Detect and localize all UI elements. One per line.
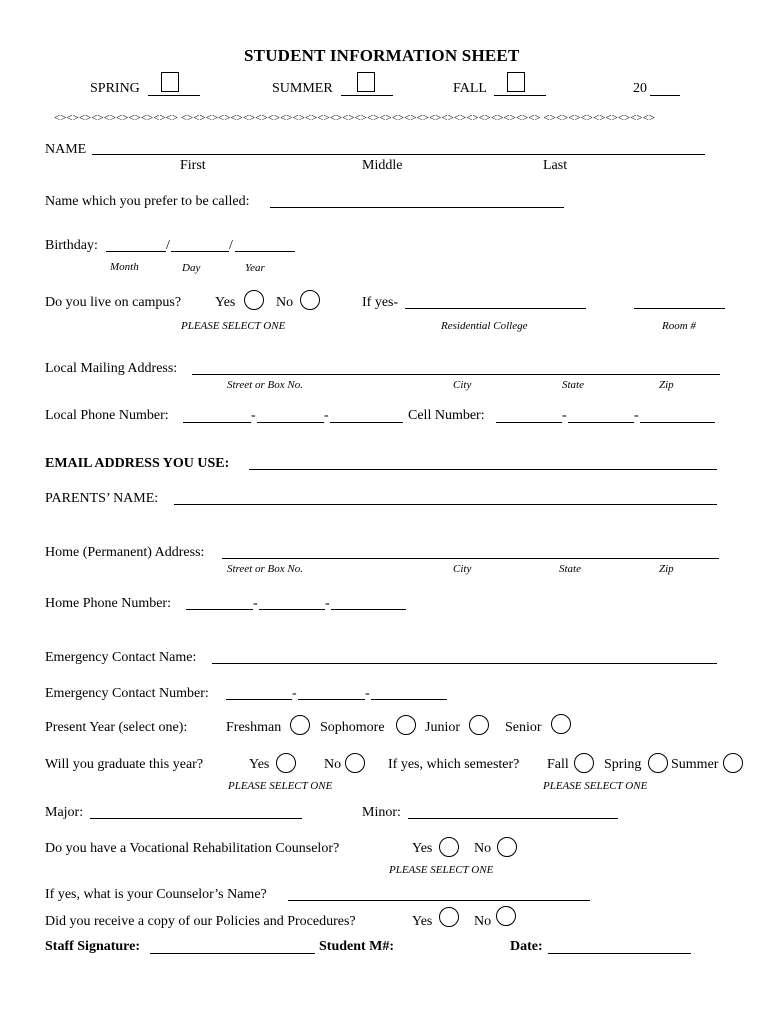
separator: <><><><><><><><><><> <><><><><><><><><><><><><><><><><><><><><><><><><><><><><> <><><><><><><><><> [54, 112, 656, 124]
graduate-no-radio[interactable] [345, 753, 365, 773]
home-zip-caption: Zip [659, 563, 674, 575]
spring-checkbox[interactable] [161, 72, 179, 92]
present-year-label: Present Year (select one): [45, 720, 188, 735]
freshman-label: Freshman [226, 720, 282, 735]
graduate-label: Will you graduate this year? [45, 757, 204, 772]
summer-line [341, 95, 393, 96]
graduate-hint: PLEASE SELECT ONE [228, 780, 333, 792]
form-title: STUDENT INFORMATION SHEET [244, 46, 520, 65]
local-phone-label: Local Phone Number: [45, 408, 169, 423]
cell-dash-1: - [562, 408, 567, 423]
cell-dash-2: - [634, 408, 639, 423]
policies-no-radio[interactable] [496, 906, 516, 926]
home-address-field[interactable] [222, 558, 719, 559]
emergency-name-label: Emergency Contact Name: [45, 650, 197, 665]
graduate-yes-radio[interactable] [276, 753, 296, 773]
campus-hint: PLEASE SELECT ONE [181, 320, 286, 332]
cell-field-3[interactable] [640, 422, 715, 423]
voc-rehab-yes-label: Yes [412, 841, 433, 856]
local-phone-field-2[interactable] [257, 422, 324, 423]
birthday-slash-2: / [229, 238, 233, 253]
emergency-number-field-2[interactable] [298, 699, 365, 700]
semester-spring-radio[interactable] [648, 753, 668, 773]
major-field[interactable] [90, 818, 302, 819]
graduate-yes-label: Yes [249, 757, 270, 772]
year-field[interactable] [650, 95, 680, 96]
birthday-month-field[interactable] [106, 251, 166, 252]
home-phone-dash-2: - [325, 596, 330, 611]
campus-label: Do you live on campus? [45, 295, 182, 310]
preferred-name-label: Name which you prefer to be called: [45, 194, 250, 209]
senior-radio[interactable] [551, 714, 571, 734]
student-number-label: Student M#: [319, 939, 395, 954]
birthday-day-field[interactable] [171, 251, 229, 252]
name-field[interactable] [92, 154, 705, 155]
home-city-caption: City [453, 563, 472, 575]
home-phone-dash-1: - [253, 596, 258, 611]
semester-hint: PLEASE SELECT ONE [543, 780, 648, 792]
parents-label: PARENTS’ NAME: [45, 491, 159, 506]
emergency-number-dash-1: - [292, 686, 297, 701]
local-state-caption: State [562, 379, 584, 391]
policies-yes-radio[interactable] [439, 907, 459, 927]
home-address-label: Home (Permanent) Address: [45, 545, 205, 560]
emergency-number-field-1[interactable] [226, 699, 292, 700]
home-phone-label: Home Phone Number: [45, 596, 171, 611]
name-last-caption: Last [543, 158, 568, 173]
staff-signature-field[interactable] [150, 953, 315, 954]
home-phone-field-1[interactable] [186, 609, 253, 610]
emergency-name-field[interactable] [212, 663, 717, 664]
emergency-number-dash-2: - [365, 686, 370, 701]
semester-label: If yes, which semester? [388, 757, 520, 772]
fall-checkbox[interactable] [507, 72, 525, 92]
policies-no-label: No [474, 914, 492, 929]
local-street-caption: Street or Box No. [227, 379, 303, 391]
policies-yes-label: Yes [412, 914, 433, 929]
cell-field-2[interactable] [568, 422, 634, 423]
email-field[interactable] [249, 469, 717, 470]
home-state-caption: State [559, 563, 581, 575]
birthday-month-caption: Month [110, 261, 139, 273]
emergency-number-label: Emergency Contact Number: [45, 686, 209, 701]
voc-rehab-yes-radio[interactable] [439, 837, 459, 857]
fall-label: FALL [453, 81, 487, 96]
minor-label: Minor: [362, 805, 401, 820]
voc-rehab-no-radio[interactable] [497, 837, 517, 857]
minor-field[interactable] [408, 818, 618, 819]
residential-college-field[interactable] [405, 308, 586, 309]
preferred-name-field[interactable] [270, 207, 564, 208]
semester-fall-radio[interactable] [574, 753, 594, 773]
campus-no-radio[interactable] [300, 290, 320, 310]
voc-rehab-label: Do you have a Vocational Rehabilitation Counselor? [45, 841, 340, 856]
counselor-name-field[interactable] [288, 900, 590, 901]
campus-yes-label: Yes [215, 295, 236, 310]
sophomore-label: Sophomore [320, 720, 385, 735]
date-label: Date: [510, 939, 543, 954]
spring-label: SPRING [90, 81, 140, 96]
semester-summer-radio[interactable] [723, 753, 743, 773]
year-label: 20 [633, 81, 647, 96]
room-number-field[interactable] [634, 308, 725, 309]
major-label: Major: [45, 805, 84, 820]
local-address-label: Local Mailing Address: [45, 361, 178, 376]
policies-label: Did you receive a copy of our Policies and Procedures? [45, 914, 356, 929]
junior-label: Junior [425, 720, 460, 735]
birthday-year-caption: Year [245, 262, 265, 274]
emergency-number-field-3[interactable] [371, 699, 447, 700]
birthday-day-caption: Day [182, 262, 201, 274]
junior-radio[interactable] [469, 715, 489, 735]
birthday-slash-1: / [166, 238, 170, 253]
date-field[interactable] [548, 953, 691, 954]
senior-label: Senior [505, 720, 542, 735]
semester-fall-label: Fall [547, 757, 569, 772]
voc-rehab-no-label: No [474, 841, 492, 856]
local-phone-dash-1: - [251, 408, 256, 423]
birthday-year-field[interactable] [235, 251, 295, 252]
graduate-no-label: No [324, 757, 342, 772]
local-zip-caption: Zip [659, 379, 674, 391]
campus-if-yes-label: If yes- [362, 295, 399, 310]
summer-label: SUMMER [272, 81, 333, 96]
fall-line [494, 95, 546, 96]
cell-field-1[interactable] [496, 422, 562, 423]
birthday-label: Birthday: [45, 238, 98, 253]
parents-field[interactable] [174, 504, 717, 505]
sophomore-radio[interactable] [396, 715, 416, 735]
home-phone-field-3[interactable] [331, 609, 406, 610]
local-city-caption: City [453, 379, 472, 391]
voc-rehab-hint: PLEASE SELECT ONE [389, 864, 494, 876]
name-label: NAME [45, 142, 87, 157]
freshman-radio[interactable] [290, 715, 310, 735]
semester-summer-label: Summer [671, 757, 719, 772]
spring-line [148, 95, 200, 96]
local-phone-dash-2: - [324, 408, 329, 423]
semester-spring-label: Spring [604, 757, 642, 772]
local-phone-field-3[interactable] [330, 422, 403, 423]
home-phone-field-2[interactable] [259, 609, 325, 610]
cell-label: Cell Number: [408, 408, 485, 423]
residential-college-caption: Residential College [441, 320, 528, 332]
staff-signature-label: Staff Signature: [45, 939, 141, 954]
home-street-caption: Street or Box No. [227, 563, 303, 575]
local-address-field[interactable] [192, 374, 720, 375]
name-middle-caption: Middle [362, 158, 403, 173]
local-phone-field-1[interactable] [183, 422, 251, 423]
summer-checkbox[interactable] [357, 72, 375, 92]
name-first-caption: First [180, 158, 206, 173]
campus-no-label: No [276, 295, 294, 310]
room-number-caption: Room # [662, 320, 696, 332]
campus-yes-radio[interactable] [244, 290, 264, 310]
counselor-name-label: If yes, what is your Counselor’s Name? [45, 887, 267, 902]
email-label: EMAIL ADDRESS YOU USE: [45, 456, 230, 471]
